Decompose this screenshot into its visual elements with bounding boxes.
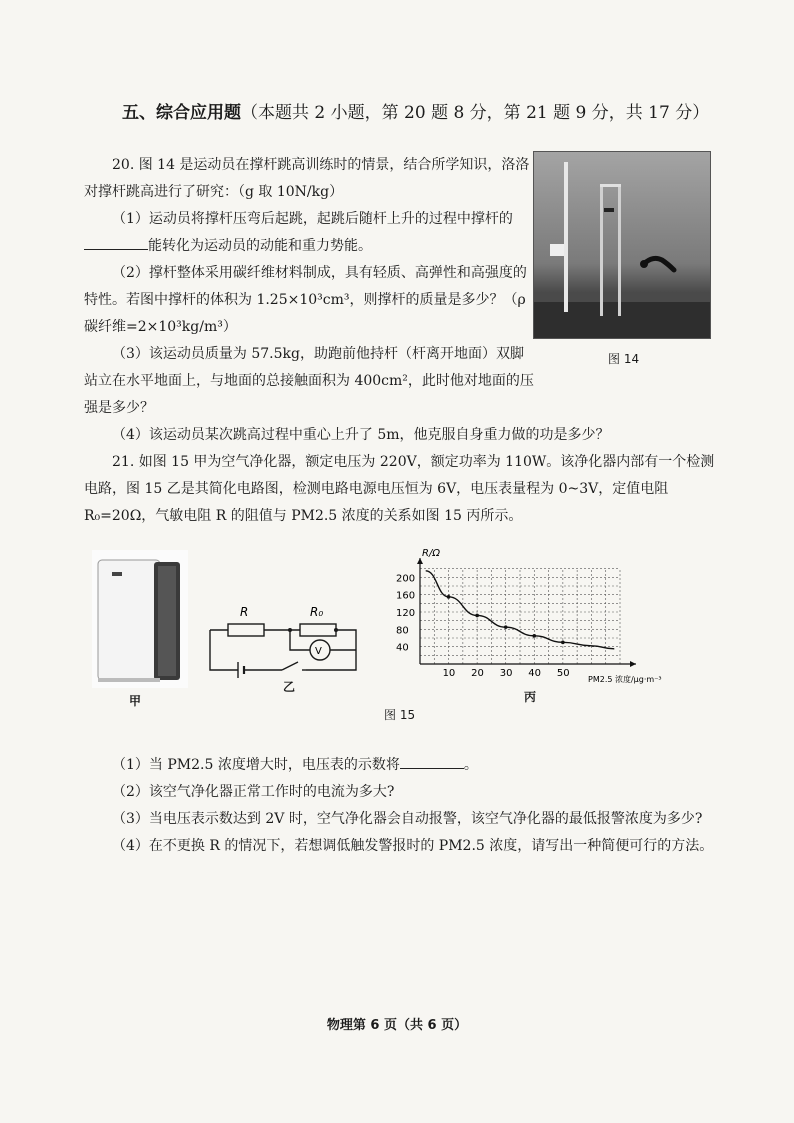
answer-blank (84, 235, 148, 250)
resistance-chart (376, 546, 696, 706)
figure-14-caption: 图 14 (608, 352, 640, 366)
q21-part4: （4）在不更换 R 的情况下，若想调低触发警报时的 PM2.5 浓度，请写出一种简便可行的方法。 (112, 838, 714, 854)
data-point (447, 595, 451, 599)
section-note: （本题共 2 小题，第 20 题 8 分，第 21 题 9 分，共 17 分） (241, 103, 710, 123)
x-tick-label: 50 (556, 668, 570, 679)
y-tick-label: 120 (396, 608, 416, 619)
circuit-diagram (200, 594, 370, 690)
q20-part3: （3）该运动员质量为 57.5kg，助跑前他持杆（杆离开地面）双脚站立在水平地面上，与地面的总接触面积为 400cm²，此时他对地面的压强是多少？ (84, 346, 534, 416)
switch (282, 662, 298, 670)
data-point (532, 634, 536, 638)
q20-part4-wrap (84, 422, 724, 449)
section-heading (122, 98, 742, 123)
label-jia: 甲 (129, 694, 142, 708)
resistor-r (228, 624, 264, 636)
section-title: 五、综合应用题 (122, 103, 241, 123)
figure-15-caption: 图 15 (384, 708, 416, 722)
resistor-r0 (300, 624, 336, 636)
chart-ylabel: R/Ω (422, 548, 440, 559)
q21-subquestions (84, 752, 724, 860)
label-r: R (240, 605, 249, 619)
data-point (475, 614, 479, 618)
label-v: V (315, 646, 322, 657)
chart-xlabel: PM2.5 浓度/μg·m⁻³ (588, 675, 662, 684)
x-arrow (630, 661, 636, 667)
question-21 (84, 449, 724, 530)
chart-grid (420, 569, 620, 664)
q21-part1: （1）当 PM2.5 浓度增大时，电压表的示数将 。 (84, 752, 724, 779)
q21-intro: 21. 如图 15 甲为空气净化器，额定电压为 220V，额定功率为 110W。该净化器内部有一个检测电路，图 15 乙是其简化电路图，检测电路电源电压恒为 6V，电压表量程为 0~3V，定值电阻 R₀=20Ω，气敏电阻 R 的阻值与 PM2.5 浓度的关系如图 15 丙所示。 (84, 454, 715, 524)
label-bing: 丙 (524, 690, 537, 704)
question-20 (84, 152, 534, 422)
q21-part2: （2）该空气净化器正常工作时的电流为多大? (112, 784, 395, 800)
q20-part2: （2）撑杆整体采用碳纤维材料制成，具有轻质、高弹性和高强度的特性。若图中撑杆的体积为 1.25×10³cm³，则撑杆的质量是多少？（ρ 碳纤维=2×10³kg/m³） (84, 265, 527, 335)
q20-part1: （1）运动员将撑杆压弯后起跳，起跳后随杆上升的过程中撑杆的能转化为运动员的动能和重力势能。 (84, 206, 534, 260)
x-tick-label: 30 (499, 668, 513, 679)
page-footer: 物理第 6 页（共 6 页） (326, 1018, 468, 1033)
label-r0: R₀ (310, 605, 324, 619)
q20-intro: 20. 图 14 是运动员在撑杆跳高训练时的情景，结合所学知识，洛洛对撑杆跳高进行了研究：（g 取 10N/kg） (84, 157, 530, 200)
x-tick-label: 20 (471, 668, 484, 679)
pole-vault-photo (533, 151, 711, 339)
data-point (561, 641, 565, 645)
y-tick-label: 200 (396, 573, 416, 585)
data-point (504, 625, 508, 629)
air-purifier-photo (92, 550, 188, 688)
chart-axes (417, 558, 636, 667)
q21-part3: （3）当电压表示数达到 2V 时，空气净化器会自动报警，该空气净化器的最低报警浓度为多少? (112, 811, 703, 827)
chart-ticks (396, 573, 570, 679)
label-yi: 乙 (283, 680, 296, 694)
y-tick-label: 40 (396, 642, 409, 654)
x-tick-label: 40 (528, 668, 542, 679)
x-tick-label: 10 (442, 668, 456, 679)
y-tick-label: 160 (396, 590, 416, 602)
q20-part4: （4）该运动员某次跳高过程中重心上升了 5m，他克服自身重力做的功是多少？ (112, 427, 610, 443)
answer-blank (400, 754, 464, 769)
y-tick-label: 80 (396, 625, 409, 637)
